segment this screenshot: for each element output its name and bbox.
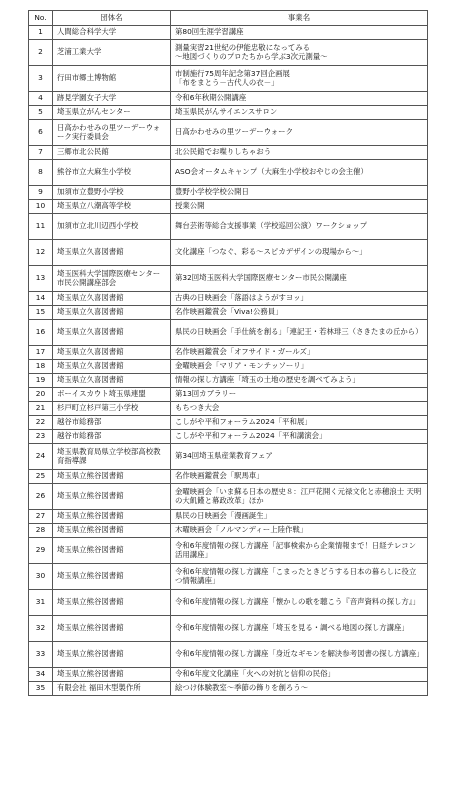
event-name: 金曜映画会「マリア・モンテッソーリ」 [171, 360, 428, 374]
organization-name: 埼玉県立熊谷図書館 [53, 564, 171, 590]
row-number: 32 [29, 616, 53, 642]
row-number: 4 [29, 92, 53, 106]
table-row [29, 66, 428, 92]
row-number: 17 [29, 346, 53, 360]
row-number: 9 [29, 186, 53, 200]
organization-name: 三郷市北公民館 [53, 146, 171, 160]
event-name: 令和6年度文化講座「火への対抗と信仰の民俗」 [171, 668, 428, 682]
event-name: 県民の日映画会「手仕統を創る」「連記王・若林琲三（さきたまの丘から） [171, 320, 428, 346]
table-row [29, 92, 428, 106]
event-name: こしがや平和フォーラム2024「平和講演会」 [171, 430, 428, 444]
event-name: 第80回生涯学習講座 [171, 26, 428, 40]
event-name: 名作映画鑑賞会「オフサイド・ガールズ」 [171, 346, 428, 360]
organization-name: 埼玉県立久喜図書館 [53, 374, 171, 388]
event-name: 名作映画鑑賞会「Viva!公務員」 [171, 306, 428, 320]
row-number: 10 [29, 200, 53, 214]
table-row [29, 160, 428, 186]
event-name: 豊野小学校学校公開日 [171, 186, 428, 200]
event-name: 令和6年度情報の探し方講座「記事検索から企業情報まで！日経テレコン活用講座」 [171, 538, 428, 564]
row-number: 19 [29, 374, 53, 388]
row-number: 16 [29, 320, 53, 346]
organization-name: 埼玉県立久喜図書館 [53, 320, 171, 346]
table-row [29, 120, 428, 146]
row-number: 8 [29, 160, 53, 186]
event-name: 令和6年度情報の探し方講座「こまったときどうする日本の暮らしに役立つ情報講座」 [171, 564, 428, 590]
header-organization: 団体名 [53, 11, 171, 26]
event-name: 令和6年度情報の探し方講座「埼玉を見る・調べる地図の探し方講座」 [171, 616, 428, 642]
organization-name: 杉戸町立杉戸第三小学校 [53, 402, 171, 416]
row-number: 20 [29, 388, 53, 402]
organization-name: 加須市立豊野小学校 [53, 186, 171, 200]
event-name: 令和6年度情報の探し方講座「身近なギモンを解決参考図書の探し方講座」 [171, 642, 428, 668]
organization-name: 埼玉県立熊谷図書館 [53, 616, 171, 642]
event-name: 市制施行75周年記念第37回企画展 「布をまとう－古代人の衣－」 [171, 66, 428, 92]
row-number: 13 [29, 266, 53, 292]
row-number: 34 [29, 668, 53, 682]
table-row [29, 374, 428, 388]
event-name: 令和6年秋期公開講座 [171, 92, 428, 106]
event-name: 古典の日映画会「落語はようがすヨッ」 [171, 292, 428, 306]
event-name: 測量実習21世紀の伊能忠敬になってみる ～地図づくりのプロたちから学ぶ3次元測量～ [171, 40, 428, 66]
row-number: 7 [29, 146, 53, 160]
table-row [29, 240, 428, 266]
organization-name: 行田市郷土博物館 [53, 66, 171, 92]
event-name: 木曜映画会「ノルマンディー上陸作戦」 [171, 524, 428, 538]
table-row [29, 106, 428, 120]
organization-name: 越谷市総務部 [53, 416, 171, 430]
table-row [29, 200, 428, 214]
header-event-name: 事業名 [171, 11, 428, 26]
row-number: 12 [29, 240, 53, 266]
row-number: 15 [29, 306, 53, 320]
organization-name: 有限会社 福田木型製作所 [53, 682, 171, 696]
event-name: 第13回カブラリー [171, 388, 428, 402]
row-number: 21 [29, 402, 53, 416]
event-name: 金曜映画会「いま蘇る日本の歴史８：江戸花開く元禄文化と赤穂浪士 天明の大飢饉と幕政改革」ほか [171, 484, 428, 510]
row-number: 22 [29, 416, 53, 430]
row-number: 18 [29, 360, 53, 374]
table-row [29, 186, 428, 200]
header-no: No. [29, 11, 53, 26]
table-row [29, 346, 428, 360]
table-row [29, 388, 428, 402]
organization-name: 埼玉県教育局県立学校部高校教育指導課 [53, 444, 171, 470]
row-number: 1 [29, 26, 53, 40]
organization-name: 埼玉県立久喜図書館 [53, 306, 171, 320]
organization-name: 人間総合科学大学 [53, 26, 171, 40]
event-name: 北公民館でお喋りしちゃおう [171, 146, 428, 160]
table-row [29, 360, 428, 374]
organization-name: 埼玉県立熊谷図書館 [53, 470, 171, 484]
organization-name: 日高かわせみの里ツーデーウォーク実行委員会 [53, 120, 171, 146]
table-header-row [29, 11, 428, 26]
table-row [29, 292, 428, 306]
organization-name: 埼玉県立八潮高等学校 [53, 200, 171, 214]
table-row [29, 306, 428, 320]
organization-name: 芝浦工業大学 [53, 40, 171, 66]
row-number: 27 [29, 510, 53, 524]
row-number: 28 [29, 524, 53, 538]
table-row [29, 146, 428, 160]
table-body [29, 26, 428, 696]
row-number: 14 [29, 292, 53, 306]
organization-name: 埼玉県立久喜図書館 [53, 346, 171, 360]
organization-name: 埼玉県立熊谷図書館 [53, 538, 171, 564]
row-number: 23 [29, 430, 53, 444]
row-number: 6 [29, 120, 53, 146]
row-number: 2 [29, 40, 53, 66]
event-name: 舞台芸術等総合支援事業（学校巡回公演）ワークショップ [171, 214, 428, 240]
row-number: 29 [29, 538, 53, 564]
table-row [29, 668, 428, 682]
event-name: 日高かわせみの里ツーデーウォーク [171, 120, 428, 146]
organization-name: 埼玉県立久喜図書館 [53, 240, 171, 266]
row-number: 31 [29, 590, 53, 616]
row-number: 24 [29, 444, 53, 470]
table-row [29, 564, 428, 590]
organization-name: 埼玉県立熊谷図書館 [53, 510, 171, 524]
event-name: 絵つけ体験教室～季節の飾りを創ろう～ [171, 682, 428, 696]
organization-name: 埼玉県立久喜図書館 [53, 360, 171, 374]
event-name: 文化講座「つなぐ、彩る～スピカデザインの現場から～」 [171, 240, 428, 266]
organization-name: 熊谷市立大麻生小学校 [53, 160, 171, 186]
table-row [29, 402, 428, 416]
row-number: 30 [29, 564, 53, 590]
row-number: 5 [29, 106, 53, 120]
event-name: 令和6年度情報の探し方講座「懐かしの歌を聴こう『音声資料の探し方』」 [171, 590, 428, 616]
table-row [29, 416, 428, 430]
organization-name: 埼玉県立熊谷図書館 [53, 484, 171, 510]
table-row [29, 430, 428, 444]
event-name: 名作映画鑑賞会「駅馬車」 [171, 470, 428, 484]
table-row [29, 470, 428, 484]
organization-name: 加須市立北川辺西小学校 [53, 214, 171, 240]
event-name: 県民の日映画会「漫画誕生」 [171, 510, 428, 524]
table-row [29, 538, 428, 564]
organization-name: 跡見学園女子大学 [53, 92, 171, 106]
organization-name: 埼玉県立熊谷図書館 [53, 642, 171, 668]
table-row [29, 214, 428, 240]
table-row [29, 266, 428, 292]
row-number: 35 [29, 682, 53, 696]
event-name: 埼玉県民がんサイエンスサロン [171, 106, 428, 120]
organization-name: 埼玉県立熊谷図書館 [53, 668, 171, 682]
table-row [29, 642, 428, 668]
organization-name: 埼玉県立がんセンター [53, 106, 171, 120]
organization-name: 埼玉県立熊谷図書館 [53, 524, 171, 538]
organization-name: 埼玉県立熊谷図書館 [53, 590, 171, 616]
event-list-table [28, 10, 428, 696]
table-row [29, 510, 428, 524]
table-row [29, 444, 428, 470]
row-number: 25 [29, 470, 53, 484]
event-name: 情報の探し方講座「埼玉の土地の歴史を調べてみよう」 [171, 374, 428, 388]
organization-name: 越谷市総務部 [53, 430, 171, 444]
table-row [29, 484, 428, 510]
event-name: 授業公開 [171, 200, 428, 214]
row-number: 33 [29, 642, 53, 668]
table-row [29, 320, 428, 346]
event-name: もちつき大会 [171, 402, 428, 416]
event-name: 第34回埼玉県産業教育フェア [171, 444, 428, 470]
organization-name: ボーイスカウト埼玉県連盟 [53, 388, 171, 402]
table-row [29, 616, 428, 642]
event-name: こしがや平和フォーラム2024「平和展」 [171, 416, 428, 430]
organization-name: 埼玉県立久喜図書館 [53, 292, 171, 306]
table-row [29, 26, 428, 40]
table-row [29, 40, 428, 66]
table-row [29, 524, 428, 538]
organization-name: 埼玉医科大学国際医療センター市民公開講座部会 [53, 266, 171, 292]
event-name: ASO会オータムキャンプ（大麻生小学校おやじの会主催） [171, 160, 428, 186]
row-number: 26 [29, 484, 53, 510]
table-row [29, 590, 428, 616]
table-row [29, 682, 428, 696]
event-name: 第32回埼玉医科大学国際医療センター市民公開講座 [171, 266, 428, 292]
row-number: 3 [29, 66, 53, 92]
row-number: 11 [29, 214, 53, 240]
